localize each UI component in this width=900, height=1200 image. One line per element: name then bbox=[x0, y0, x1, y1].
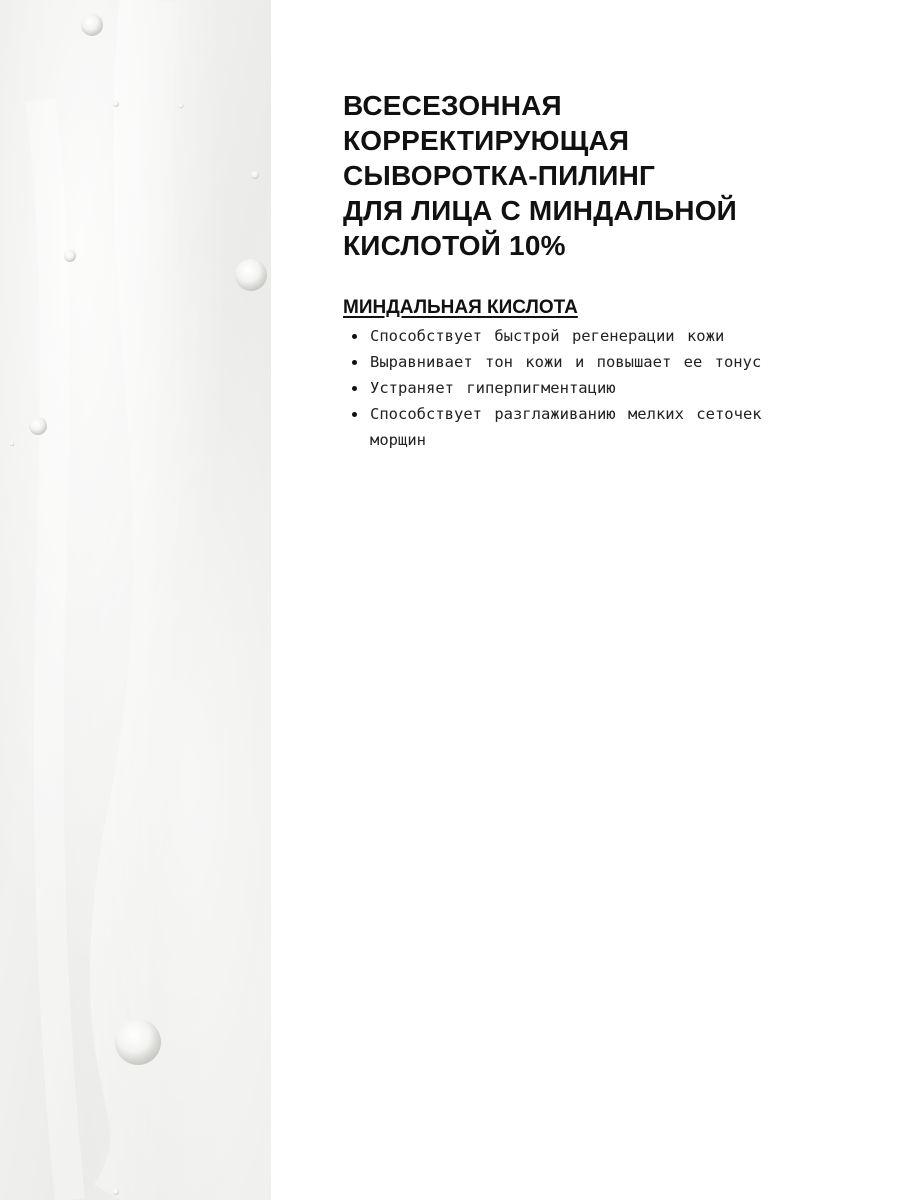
ingredient-heading: МИНДАЛЬНАЯ КИСЛОТА bbox=[343, 297, 578, 318]
list-item bbox=[343, 323, 783, 349]
list-item-text: Способствует быстрой регенерации кожи bbox=[370, 327, 725, 345]
bullet-dot-icon bbox=[352, 412, 357, 417]
list-item bbox=[343, 349, 783, 375]
serum-drops-graphic bbox=[0, 0, 271, 1200]
product-title-line: ДЛЯ ЛИЦА С МИНДАЛЬНОЙ bbox=[343, 195, 737, 226]
bullet-dot-icon bbox=[352, 334, 357, 339]
list-item bbox=[343, 401, 783, 453]
benefits-list bbox=[343, 323, 783, 453]
product-title-line: СЫВОРОТКА-ПИЛИНГ bbox=[343, 160, 656, 191]
product-title-line: ВСЕСЕЗОННАЯ bbox=[343, 90, 562, 121]
list-item-text: Способствует разглаживанию мелких сеточек морщин bbox=[370, 405, 762, 449]
product-title-line: КИСЛОТОЙ 10% bbox=[343, 230, 566, 261]
list-item-text: Выравнивает тон кожи и повышает ее тонус bbox=[370, 353, 762, 371]
bullet-dot-icon bbox=[352, 386, 357, 391]
product-title-line: КОРРЕКТИРУЮЩАЯ bbox=[343, 125, 630, 156]
product-info bbox=[343, 88, 843, 453]
bullet-dot-icon bbox=[352, 360, 357, 365]
list-item bbox=[343, 375, 783, 401]
product-title bbox=[343, 88, 843, 263]
list-item-text: Устраняет гиперпигментацию bbox=[370, 379, 616, 397]
serum-texture-image bbox=[0, 0, 271, 1200]
